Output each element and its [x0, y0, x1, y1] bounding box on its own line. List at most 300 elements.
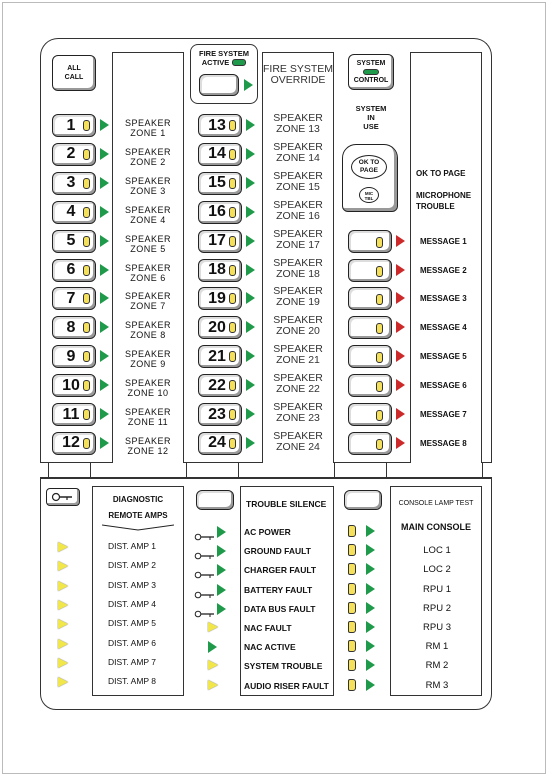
- zone-label-1: SPEAKER: [124, 378, 172, 389]
- message-button[interactable]: [348, 230, 392, 253]
- amp-indicator-icon: [58, 658, 68, 668]
- zone-led: [229, 120, 236, 131]
- fire-system-active-label-1: FIRE SYSTEM: [198, 49, 249, 58]
- console-led: [348, 621, 356, 633]
- zone-label-1: SPEAKER: [273, 112, 323, 124]
- zone-led: [229, 293, 236, 304]
- zone-led: [229, 438, 236, 449]
- message-indicator-icon: [396, 350, 405, 362]
- zone-label-1: SPEAKER: [124, 146, 172, 157]
- console-indicator-icon: [366, 659, 375, 671]
- system-control-led: [363, 69, 379, 75]
- zone-label: [112, 176, 184, 196]
- zone-label-1: SPEAKER: [124, 262, 172, 273]
- message-indicator-icon: [396, 292, 405, 304]
- zone-number: 3: [66, 174, 76, 192]
- zone-label-2: ZONE 7: [130, 301, 166, 312]
- dist-amp-label: DIST. AMP 5: [108, 618, 157, 629]
- right-zone-button[interactable]: [198, 143, 242, 166]
- microphone-trouble-label: [416, 190, 471, 212]
- fault-label: AUDIO RISER FAULT: [244, 680, 329, 691]
- fault-indicator-icon: [208, 680, 218, 690]
- left-zone-button[interactable]: [52, 201, 96, 224]
- strip-sep: [482, 462, 483, 478]
- zone-indicator-icon: [246, 292, 255, 304]
- fire-active-led: [232, 59, 246, 66]
- fire-override-indicator: [244, 79, 253, 91]
- left-zone-button[interactable]: [52, 172, 96, 195]
- zone-indicator-icon: [100, 437, 109, 449]
- fire-system-active-box: [190, 44, 258, 104]
- zone-label-1: SPEAKER: [124, 291, 172, 302]
- left-label-column: [112, 52, 184, 463]
- zone-label-1: SPEAKER: [124, 435, 172, 446]
- zone-led: [83, 293, 90, 304]
- zone-label-1: SPEAKER: [124, 349, 172, 360]
- fire-system-active-label-2: ACTIVE: [201, 58, 230, 67]
- zone-led: [229, 351, 236, 362]
- dist-amp-label: DIST. AMP 4: [108, 598, 157, 609]
- zone-led: [229, 322, 236, 333]
- zone-indicator-icon: [100, 264, 109, 276]
- all-call-label-2: CALL: [64, 74, 84, 81]
- key-icon: [194, 586, 216, 594]
- key-icon: [194, 547, 216, 555]
- right-zone-button[interactable]: [198, 172, 242, 195]
- ok-to-page-label: OK TO PAGE: [416, 169, 466, 178]
- message-label: MESSAGE 4: [420, 323, 467, 333]
- diagnostic-1: DIAGNOSTIC: [112, 495, 164, 504]
- zone-label: [262, 171, 334, 193]
- zone-label-2: ZONE 18: [276, 267, 320, 280]
- console-label: RPU 3: [423, 622, 451, 633]
- zone-label-2: ZONE 12: [127, 445, 169, 456]
- zone-label-2: ZONE 23: [276, 412, 320, 424]
- zone-number: 14: [208, 145, 226, 163]
- zone-led: [83, 120, 90, 131]
- microphone-icon[interactable]: [342, 144, 398, 212]
- zone-label-1: SPEAKER: [273, 343, 323, 356]
- amp-indicator-icon: [58, 561, 68, 571]
- diagnostic-2: REMOTE AMPS: [108, 511, 168, 520]
- message-button[interactable]: [348, 403, 392, 426]
- zone-led: [83, 351, 90, 362]
- zone-label: [112, 436, 184, 456]
- message-indicator-icon: [396, 321, 405, 333]
- zone-number: 9: [66, 347, 76, 365]
- console-lamp-test-label: CONSOLE LAMP TEST: [398, 500, 474, 507]
- zone-label-2: ZONE 15: [276, 180, 320, 193]
- fire-system-override-label-2: OVERRIDE: [270, 74, 326, 86]
- message-label: MESSAGE 7: [420, 410, 467, 419]
- console-led: [348, 583, 356, 595]
- fault-indicator-icon: [217, 564, 226, 576]
- zone-label: [262, 142, 334, 164]
- zone-indicator-icon: [100, 235, 109, 247]
- zone-label: [262, 229, 334, 251]
- zone-number: 4: [66, 203, 76, 221]
- all-call-button[interactable]: [52, 55, 96, 91]
- zone-indicator-icon: [100, 148, 109, 160]
- zone-label-1: SPEAKER: [124, 204, 172, 215]
- fault-label: BATTERY FAULT: [244, 584, 313, 595]
- message-indicator-icon: [396, 379, 405, 391]
- right-zone-button[interactable]: [198, 287, 242, 310]
- zone-indicator-icon: [100, 119, 109, 131]
- strip-sep: [238, 462, 239, 478]
- zone-label: [262, 113, 334, 135]
- zone-label: [262, 315, 334, 337]
- zone-led: [229, 149, 236, 160]
- message-indicator-icon: [396, 235, 405, 247]
- fault-label: GROUND FAULT: [244, 546, 311, 557]
- key-icon: [194, 566, 216, 574]
- zone-indicator-icon: [100, 350, 109, 362]
- strip-sep: [386, 462, 387, 478]
- zone-number: 24: [208, 434, 226, 452]
- amp-indicator-icon: [58, 677, 68, 687]
- dist-amp-label: DIST. AMP 1: [108, 541, 157, 551]
- zone-led: [83, 322, 90, 333]
- zone-label-2: ZONE 3: [130, 185, 166, 196]
- zone-label-2: ZONE 10: [127, 388, 169, 399]
- fault-label: DATA BUS FAULT: [244, 603, 316, 614]
- console-led: [348, 679, 356, 691]
- fire-system-override-button[interactable]: [199, 74, 239, 96]
- zone-number: 20: [208, 318, 226, 336]
- zone-label-1: SPEAKER: [273, 401, 323, 413]
- zone-label-1: SPEAKER: [273, 372, 323, 385]
- zone-indicator-icon: [246, 321, 255, 333]
- zone-indicator-icon: [246, 408, 255, 420]
- console-label: LOC 2: [423, 564, 451, 576]
- right-zone-button[interactable]: [198, 316, 242, 339]
- right-zone-button[interactable]: [198, 345, 242, 368]
- zone-indicator-icon: [246, 437, 255, 449]
- zone-number: 10: [62, 376, 80, 394]
- console-indicator-icon: [366, 563, 375, 575]
- key-button[interactable]: [46, 488, 80, 506]
- all-call-label-1: ALL: [67, 65, 81, 72]
- right-zone-button[interactable]: [198, 114, 242, 137]
- zone-number: 1: [66, 116, 76, 134]
- zone-indicator-icon: [100, 206, 109, 218]
- fault-indicator-icon: [208, 641, 217, 653]
- zone-label-1: SPEAKER: [273, 198, 323, 211]
- zone-number: 13: [208, 116, 226, 134]
- right-zone-button[interactable]: [198, 403, 242, 426]
- zone-label-1: SPEAKER: [273, 429, 323, 442]
- zone-led: [229, 409, 236, 420]
- zone-number: 17: [208, 232, 226, 250]
- fault-label: NAC ACTIVE: [244, 642, 296, 653]
- ok-to-page-lamp: [351, 155, 387, 179]
- message-led: [376, 266, 383, 277]
- zone-label: [262, 286, 334, 308]
- zone-label-2: ZONE 8: [130, 330, 166, 341]
- zone-number: 21: [208, 347, 226, 365]
- fault-label: CHARGER FAULT: [244, 565, 317, 576]
- zone-label-2: ZONE 20: [276, 325, 320, 338]
- message-indicator-icon: [396, 437, 405, 449]
- console-indicator-icon: [366, 583, 375, 595]
- zone-number: 19: [208, 289, 226, 307]
- console-indicator-icon: [366, 679, 375, 691]
- console-lamp-test-button[interactable]: [344, 490, 382, 510]
- console-indicator-icon: [366, 640, 375, 652]
- fault-label: SYSTEM TROUBLE: [244, 661, 323, 672]
- console-indicator-icon: [366, 525, 375, 537]
- mic-tbl-1: MIC: [364, 191, 374, 196]
- mic-ok-1: OK TO: [358, 159, 380, 166]
- amp-indicator-icon: [58, 600, 68, 610]
- message-button[interactable]: [348, 374, 392, 397]
- right-zone-button[interactable]: [198, 432, 242, 455]
- chevron-down-icon: [102, 524, 174, 532]
- trouble-silence-label: TROUBLE SILENCE: [246, 499, 327, 509]
- dist-amp-label: DIST. AMP 8: [108, 676, 157, 687]
- zone-label-2: ZONE 9: [130, 359, 166, 370]
- diagnostic-label: [92, 492, 184, 524]
- zone-indicator-icon: [100, 408, 109, 420]
- zone-number: 11: [62, 405, 80, 423]
- zone-led: [83, 207, 90, 218]
- zone-led: [229, 236, 236, 247]
- trouble-silence-button[interactable]: [196, 490, 234, 510]
- message-button[interactable]: [348, 432, 392, 455]
- zone-label: [262, 344, 334, 366]
- zone-led: [83, 380, 90, 391]
- console-indicator-icon: [366, 621, 375, 633]
- message-label: MESSAGE 6: [420, 381, 467, 391]
- message-button[interactable]: [348, 345, 392, 368]
- zone-label-2: ZONE 14: [276, 151, 320, 164]
- console-label: RM 2: [425, 660, 449, 672]
- console-label: RPU 1: [423, 583, 451, 595]
- zone-label-2: ZONE 2: [130, 156, 166, 167]
- console-led: [348, 659, 356, 671]
- left-zone-button[interactable]: [52, 259, 96, 282]
- message-led: [376, 410, 383, 421]
- message-button[interactable]: [348, 316, 392, 339]
- zone-led: [83, 409, 90, 420]
- zone-led: [83, 265, 90, 276]
- zone-number: 6: [66, 261, 76, 278]
- fault-label: NAC FAULT: [244, 623, 292, 633]
- zone-label-1: SPEAKER: [273, 314, 323, 327]
- zone-label: [112, 147, 184, 167]
- left-zone-button[interactable]: [52, 432, 96, 455]
- right-zone-button[interactable]: [198, 259, 242, 282]
- zone-indicator-icon: [100, 292, 109, 304]
- main-console-label: MAIN CONSOLE: [400, 522, 471, 532]
- zone-indicator-icon: [246, 235, 255, 247]
- zone-label-2: ZONE 11: [127, 417, 169, 427]
- system-control-label-2: CONTROL: [353, 77, 389, 84]
- zone-label-1: SPEAKER: [124, 175, 172, 186]
- zone-label: [112, 320, 184, 340]
- zone-label: [112, 291, 184, 311]
- fire-system-override-label-1: FIRE SYSTEM: [262, 63, 333, 75]
- console-led: [348, 563, 356, 575]
- zone-indicator-icon: [100, 177, 109, 189]
- zone-indicator-icon: [246, 264, 255, 276]
- fault-indicator-icon: [217, 603, 226, 615]
- right-zone-button[interactable]: [198, 374, 242, 397]
- system-control-label-1: SYSTEM: [356, 60, 386, 67]
- console-label: RPU 2: [423, 602, 451, 614]
- right-zone-button[interactable]: [198, 230, 242, 253]
- zone-number: 23: [208, 405, 226, 423]
- zone-led: [83, 236, 90, 247]
- zone-label-2: ZONE 1: [130, 128, 166, 138]
- zone-label-1: SPEAKER: [124, 118, 172, 128]
- zone-label: [112, 378, 184, 398]
- zone-number: 22: [208, 376, 226, 394]
- console-led: [348, 640, 356, 652]
- left-zone-button[interactable]: [52, 374, 96, 397]
- zone-number: 15: [208, 174, 226, 192]
- mic-trouble-lamp: [359, 187, 379, 203]
- message-label: MESSAGE 5: [420, 352, 467, 362]
- divider-strip: [40, 462, 492, 478]
- left-zone-button[interactable]: [52, 114, 96, 137]
- left-zone-button[interactable]: [52, 316, 96, 339]
- zone-label: [112, 205, 184, 225]
- mic-trouble-2: TROUBLE: [416, 202, 455, 211]
- zone-label-2: ZONE 21: [276, 354, 320, 367]
- zone-number: 8: [66, 318, 76, 336]
- zone-label-2: ZONE 19: [276, 296, 320, 309]
- zone-label-1: SPEAKER: [273, 140, 323, 153]
- message-led: [376, 352, 383, 363]
- amp-indicator-icon: [58, 639, 68, 649]
- message-led: [376, 439, 383, 450]
- system-in-use-2: IN: [367, 113, 375, 122]
- message-led: [376, 294, 383, 305]
- zone-label: [112, 118, 184, 138]
- zone-label-1: SPEAKER: [124, 320, 172, 331]
- message-button[interactable]: [348, 259, 392, 282]
- key-icon: [194, 528, 216, 536]
- zone-indicator-icon: [246, 177, 255, 189]
- zone-number: 18: [208, 261, 226, 278]
- left-zone-button[interactable]: [52, 287, 96, 310]
- mic-tbl-2: TBL: [364, 196, 374, 201]
- zone-indicator-icon: [100, 379, 109, 391]
- dist-amp-label: DIST. AMP 6: [108, 637, 157, 648]
- amp-indicator-icon: [58, 581, 68, 591]
- zone-led: [229, 178, 236, 189]
- system-in-use-3: USE: [363, 122, 379, 131]
- console-indicator-icon: [366, 602, 375, 614]
- message-label: MESSAGE 2: [420, 265, 467, 275]
- zone-number: 12: [62, 434, 80, 452]
- message-led: [376, 381, 383, 392]
- system-in-use-label: [348, 104, 394, 131]
- fault-indicator-icon: [208, 622, 218, 632]
- zone-label-2: ZONE 24: [276, 440, 320, 453]
- zone-led: [83, 178, 90, 189]
- fault-indicator-icon: [217, 526, 226, 538]
- strip-sep: [48, 462, 49, 478]
- zone-label-1: SPEAKER: [273, 169, 323, 182]
- zone-led: [229, 265, 236, 276]
- zone-label-2: ZONE 17: [276, 238, 320, 251]
- zone-label: [112, 263, 184, 283]
- zone-led: [83, 438, 90, 449]
- zone-label-2: ZONE 4: [130, 214, 166, 225]
- zone-label-1: SPEAKER: [273, 285, 323, 298]
- key-icon: [194, 605, 216, 613]
- message-label: MESSAGE 1: [420, 236, 467, 246]
- console-led: [348, 602, 356, 614]
- message-label: MESSAGE 3: [420, 294, 467, 304]
- zone-indicator-icon: [246, 119, 255, 131]
- zone-label-2: ZONE 6: [130, 272, 166, 283]
- system-in-use-1: SYSTEM: [355, 104, 387, 113]
- zone-label-2: ZONE 16: [276, 209, 320, 222]
- zone-led: [83, 149, 90, 160]
- zone-label-1: SPEAKER: [124, 407, 172, 417]
- fault-indicator-icon: [208, 660, 218, 670]
- zone-label: [262, 200, 334, 222]
- zone-label-1: SPEAKER: [273, 227, 323, 240]
- key-icon: [51, 492, 75, 502]
- zone-number: 16: [208, 203, 226, 221]
- zone-indicator-icon: [246, 350, 255, 362]
- zone-number: 5: [66, 232, 76, 250]
- zone-label: [112, 349, 184, 369]
- zone-indicator-icon: [246, 206, 255, 218]
- zone-label: [262, 373, 334, 395]
- left-zone-button[interactable]: [52, 230, 96, 253]
- zone-label: [262, 402, 334, 424]
- system-control-button[interactable]: [348, 54, 394, 90]
- console-label: RM 3: [425, 679, 449, 691]
- zone-label-1: SPEAKER: [124, 233, 172, 244]
- zone-label: [262, 258, 334, 280]
- mic-ok-2: PAGE: [360, 167, 378, 174]
- fault-indicator-icon: [217, 584, 226, 596]
- right-zone-button[interactable]: [198, 201, 242, 224]
- left-zone-button[interactable]: [52, 403, 96, 426]
- fire-system-override-label: [262, 64, 334, 86]
- dist-amp-label: DIST. AMP 2: [108, 560, 157, 571]
- zone-label: [112, 234, 184, 254]
- right-label-column: [410, 52, 482, 463]
- zone-label-2: ZONE 22: [276, 383, 320, 396]
- zone-indicator-icon: [246, 379, 255, 391]
- zone-number: 2: [66, 145, 76, 163]
- zone-label: [112, 407, 184, 427]
- message-button[interactable]: [348, 287, 392, 310]
- console-indicator-icon: [366, 544, 375, 556]
- left-zone-button[interactable]: [52, 345, 96, 368]
- fault-indicator-icon: [217, 545, 226, 557]
- zone-indicator-icon: [246, 148, 255, 160]
- console-label: RM 1: [425, 641, 449, 653]
- console-led: [348, 544, 356, 556]
- zone-number: 7: [66, 289, 76, 307]
- zone-label: [262, 431, 334, 453]
- console-led: [348, 525, 356, 537]
- zone-indicator-icon: [100, 321, 109, 333]
- left-zone-button[interactable]: [52, 143, 96, 166]
- message-label: MESSAGE 8: [420, 438, 467, 448]
- strip-sep: [334, 462, 335, 478]
- message-indicator-icon: [396, 264, 405, 276]
